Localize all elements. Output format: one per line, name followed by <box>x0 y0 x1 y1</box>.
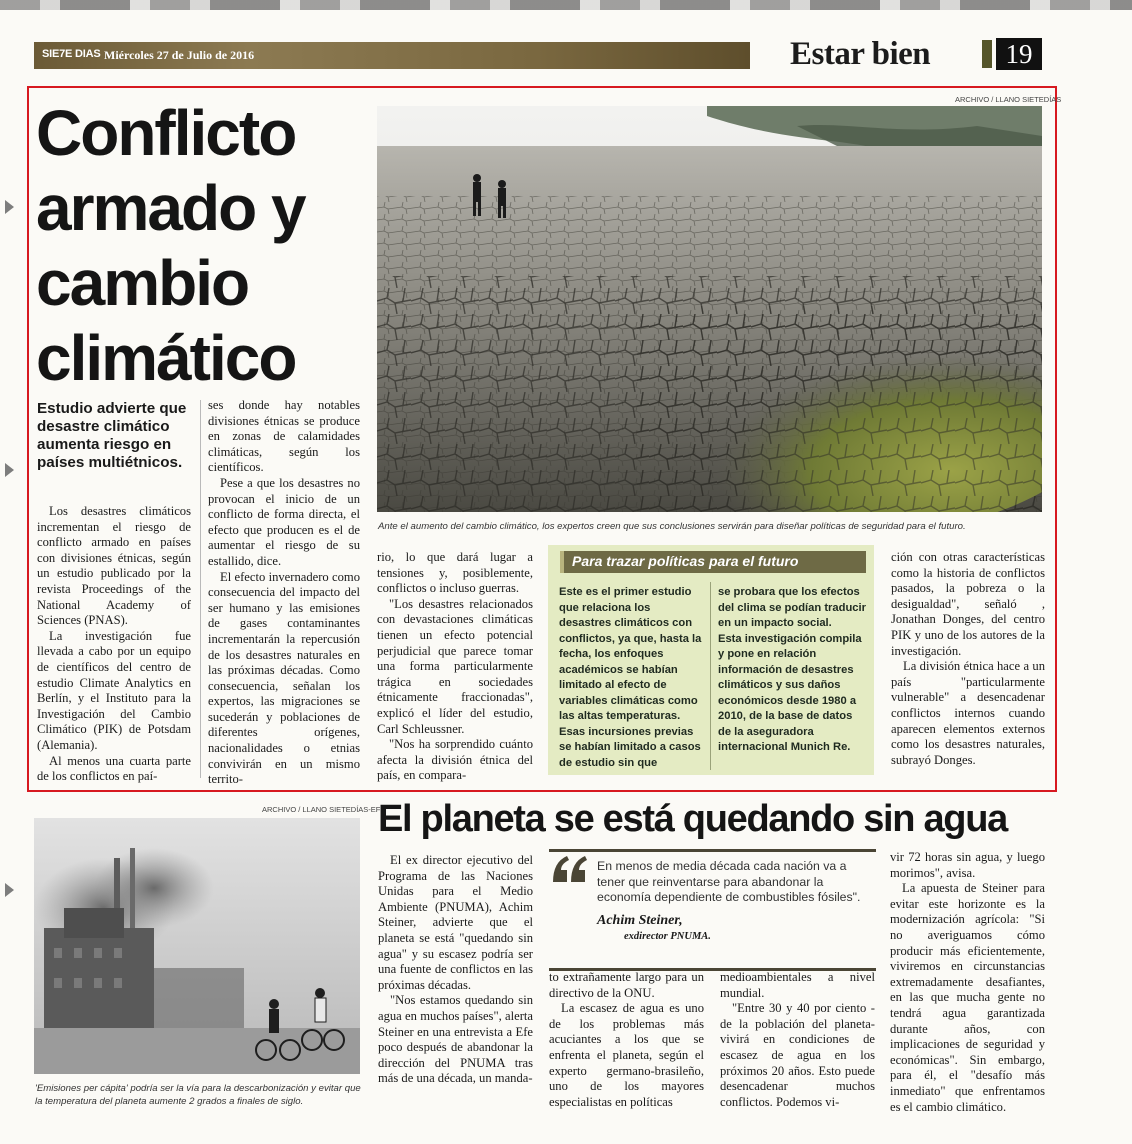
paragraph: "Los desastres relacionados con devastaciones climáticas tienen un efecto potencial perjudicial que parece tomar una forma particularmente trágica en sociedades étnicamente fraccionadas", explicó el líder del estudio, Carl Schleussner. <box>377 596 533 736</box>
top-edge-strip <box>0 0 1132 10</box>
factory-cyclists-photo <box>34 818 360 1074</box>
paragraph: "Entre 30 y 40 por ciento -de la población del planeta- vivirá en condiciones de escasez de agua en los próximos 20 años. Esto puede desencadenar muchos conflictos. Podemos vi- <box>720 1001 875 1109</box>
article-column-1 <box>37 504 191 785</box>
paragraph: Pese a que los desastres no provocan el inicio de un conflicto de forma directa, el efecto que producen es el de aumentar el riesgo de su estallido, dice. <box>208 475 360 568</box>
photo-caption: Ante el aumento del cambio climático, los expertos creen que sus conclusiones servirán para diseñar políticas de seguridad para el futuro. <box>378 521 966 532</box>
page-margin-arrow-icon <box>5 200 14 214</box>
page-margin-arrow-icon <box>5 463 14 477</box>
paragraph: El efecto invernadero como consecuencia del impacto del ser humano y las emisiones de gases contaminantes incrementarán la repercusión de los desastres naturales en las próximas décadas. Como consecuencia, señalan los expertos, las migraciones se sucederán y poblaciones de diferentes orígenes, nacionalidades o etnias convivirán en un mismo territo- <box>208 569 360 787</box>
paragraph: Los desastres climáticos incrementan el riesgo de conflicto armado en países con divisiones étnicas, según un estudio publicado por la revista Proceedings of the National Academy of Sciences (PNAS). <box>37 504 191 628</box>
paragraph: La escasez de agua es uno de los problemas más acuciantes a los que se enfrenta el planeta, según el experto germano-brasileño, uno de los mayores especialistas en políticas <box>549 1001 704 1109</box>
pullquote-author: Achim Steiner, <box>597 913 683 928</box>
section-marker <box>982 40 992 68</box>
paragraph: vir 72 horas sin agua, y luego morimos", avisa. <box>890 850 1045 880</box>
photo-credit: ARCHIVO / LLANO SIETEDÍAS-EFE <box>262 805 386 814</box>
article-headline: Conflicto armado y cambio climático <box>36 97 305 394</box>
paragraph: La apuesta de Steiner para evitar este horizonte es la modernización agrícola: "Si no averiguamos cómo producir más eficientemente, viviremos en circunstancias extremadamente desafiantes, en las que mucha gente no tendrá agua garantizada durante años, con implicaciones de seguridad y económicas". Sin embargo, para él, el "desafío más inmediato" que enfrentamos es el cambio climático. <box>890 881 1045 1114</box>
article-column-3 <box>377 550 533 784</box>
drought-photo <box>377 106 1042 512</box>
sidebar-divider <box>710 582 711 770</box>
paragraph: "Nos estamos quedando sin agua en muchos países", alerta Steiner en una entrevista a Efe poco después de abandonar la dirección del PNUMA tras más de una década, un manda- <box>378 993 533 1086</box>
article-column-2 <box>549 970 704 1110</box>
pullquote-rule <box>549 849 876 852</box>
page-margin-arrow-icon <box>5 883 14 897</box>
article-column-3 <box>720 970 875 1110</box>
paragraph: ses donde hay notables divisiones étnicas se produce en zonas de calamidades climáticas, según los científicos. <box>208 398 360 475</box>
paragraph: El ex director ejecutivo del Programa de las Naciones Unidas para el Medio Ambiente (PNUMA), Achim Steiner, advierte que el planeta se está "quedando sin agua" y su escasez podría ser una fuente de conflictos en las próximas décadas. <box>378 853 533 992</box>
article-headline: El planeta se está quedando sin agua <box>378 798 1007 840</box>
paragraph: Al menos una cuarta parte de los conflictos en paí- <box>37 753 191 784</box>
pullquote-text: En menos de media década cada nación va a tener que reinventarse para abandonar la economía dependiente de combustibles fósiles". <box>597 859 861 905</box>
section-title: Estar bien <box>790 36 931 72</box>
paragraph: La investigación fue llevada a cabo por un equipo de científicos del centro de estudio Climate Analytics en Berlín, y el Instituto para la Investigación del Cambio Climático (PIK) de Potsdam (Alemania). <box>37 628 191 752</box>
paragraph: medioambientales a nivel mundial. <box>720 970 875 1000</box>
newspaper-logo: SIE7E DIAS <box>42 48 101 60</box>
photo-credit: ARCHIVO / LLANO SIETEDÍAS <box>955 95 1062 104</box>
sidebar-paragraph: se probara que los efectos del clima se podían traducir en un impacto social. <box>718 586 866 629</box>
quote-mark-icon <box>551 854 589 884</box>
column-rule <box>200 400 201 778</box>
page-number: 19 <box>996 38 1042 70</box>
article-column-2 <box>208 398 360 788</box>
pullquote-role: exdirector PNUMA. <box>624 931 711 942</box>
sidebar-column-2 <box>718 585 866 756</box>
article-deck: Estudio advierte que desastre climático aumenta riesgo en países multiétnicos. <box>37 400 187 471</box>
paragraph: to extrañamente largo para un directivo de la ONU. <box>549 970 704 1000</box>
paragraph: "Nos ha sorprendido cuánto afecta la división étnica del país, en compara- <box>377 737 533 783</box>
issue-date: Miércoles 27 de Julio de 2016 <box>104 48 255 62</box>
photo-caption: 'Emisiones per cápita' podría ser la vía para la descarbonización y evitar que la temperatura del planeta aumente 2 grados a finales de siglo. <box>35 1083 361 1107</box>
article-column-4 <box>891 550 1045 768</box>
article-column-1 <box>378 853 533 1087</box>
sidebar-column-1: Este es el primer estudio que relaciona los desastres climáticos con conflictos, ya que, hasta la fecha, los enfoques académicos se habían limitado al efecto de variables climáticas como las altas temperaturas. Esas incursiones previas se habían limitado a casos de estudio sin que <box>559 586 702 769</box>
sidebar-title: Para trazar políticas para el futuro <box>572 553 799 569</box>
sidebar-paragraph: Esta investigación compila y pone en relación información de desastres climáticos y sus daños económicos desde 1980 a 2010, de la base de datos de la aseguradora internacional Munich Re. <box>718 632 862 753</box>
article-column-4 <box>890 850 1045 1115</box>
paragraph: La división étnica hace a un país "particularmente vulnerable" a desencadenar conflictos internos cuando aparecen elementos externos como los desastres naturales, subrayó Donges. <box>891 659 1045 767</box>
paragraph: rio, lo que dará lugar a tensiones y, posiblemente, conflictos o incluso guerras. <box>377 550 533 596</box>
paragraph: ción con otras características como la historia de conflictos pasados, la pobreza o la desigualdad", señaló , Jonathan Donges, del centro PIK y uno de los autores de la investigación. <box>891 550 1045 658</box>
